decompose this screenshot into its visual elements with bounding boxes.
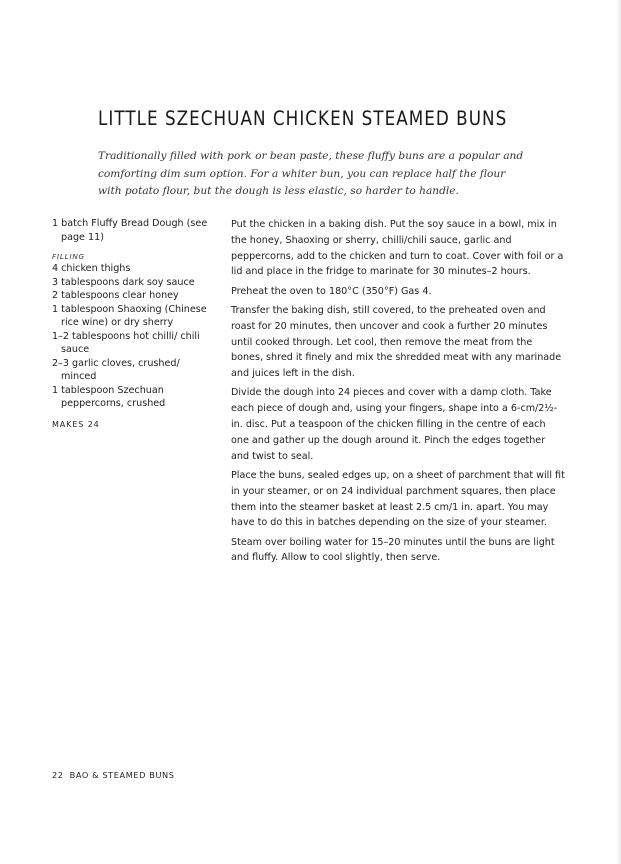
intro-text: Traditionally filled with pork or bean paste, these fluffy buns are a popular and comforting dim sum option. For a whiter bun, you can replace half the flour with potato flour, but the dough is less elastic, so harder to handle.: [98, 150, 524, 197]
ingredient-item: 1 tablespoon Szechuan peppercorns, crushed: [52, 384, 166, 409]
ingredient-item: 1 batch Fluffy Bread Dough (see page 11): [52, 218, 208, 243]
ingredient-item: 2–3 garlic cloves, crushed/ minced: [52, 357, 180, 382]
method-step: Preheat the oven to 180°C (350°F) Gas 4.: [231, 285, 432, 297]
ingredient-item: 2 tablespoons clear honey: [52, 290, 179, 301]
filling-heading: FILLING: [52, 252, 85, 261]
ingredient-item: 4 chicken thighs: [52, 263, 131, 274]
method-step: Divide the dough into 24 pieces and cover with a damp cloth. Take each piece of dough and, using your fingers, shape into a 6-cm/2½-in. disc. Put a teaspoon of the chicken filling in the centre of each one and gather up the dough around it. Pinch the edges together and twist to seal.: [231, 387, 558, 462]
page-edge-shadow: [617, 0, 621, 864]
section-name: BAO & STEAMED BUNS: [69, 770, 175, 780]
method-step: Place the buns, sealed edges up, on a sheet of parchment that will fit in your steamer, or on 24 individual parchment squares, then place them into the steamer basket at least 2.5 cm/1 in. apart. You may have to do this in batches depending on the size of your steamer.: [231, 469, 565, 529]
ingredients-list: [52, 217, 217, 439]
ingredient-item: 3 tablespoons dark soy sauce: [52, 276, 195, 288]
page-number: 22: [52, 770, 64, 780]
ingredient-item: 1 tablespoon Shaoxing (Chinese rice wine) or dry sherry: [52, 303, 207, 328]
page-footer: [52, 770, 181, 780]
recipe-intro: [98, 148, 528, 201]
ingredient-item: 1–2 tablespoons hot chilli/ chili sauce: [52, 330, 200, 355]
yield-label: MAKES 24: [52, 419, 100, 429]
method-step: Steam over boiling water for 15–20 minutes until the buns are light and fluffy. Allow to cool slightly, then serve.: [231, 536, 555, 564]
recipe-title: LITTLE SZECHUAN CHICKEN STEAMED BUNS: [98, 107, 508, 130]
method-steps: [231, 217, 566, 570]
method-step: Put the chicken in a baking dish. Put the soy sauce in a bowl, mix in the honey, Shaoxing or sherry, chilli/chili sauce, garlic and peppercorns, add to the chicken and turn to coat. Cover with foil or a lid and place in the fridge to marinate for 30 minutes–2 hours.: [231, 219, 564, 278]
method-step: Transfer the baking dish, still covered, to the preheated oven and roast for 20 minutes, then uncover and cook a further 20 minutes until cooked through. Let cool, then remove the meat from the bones, shred it finely and mix the shredded meat with any marinade and juices left in the dish.: [231, 304, 562, 380]
